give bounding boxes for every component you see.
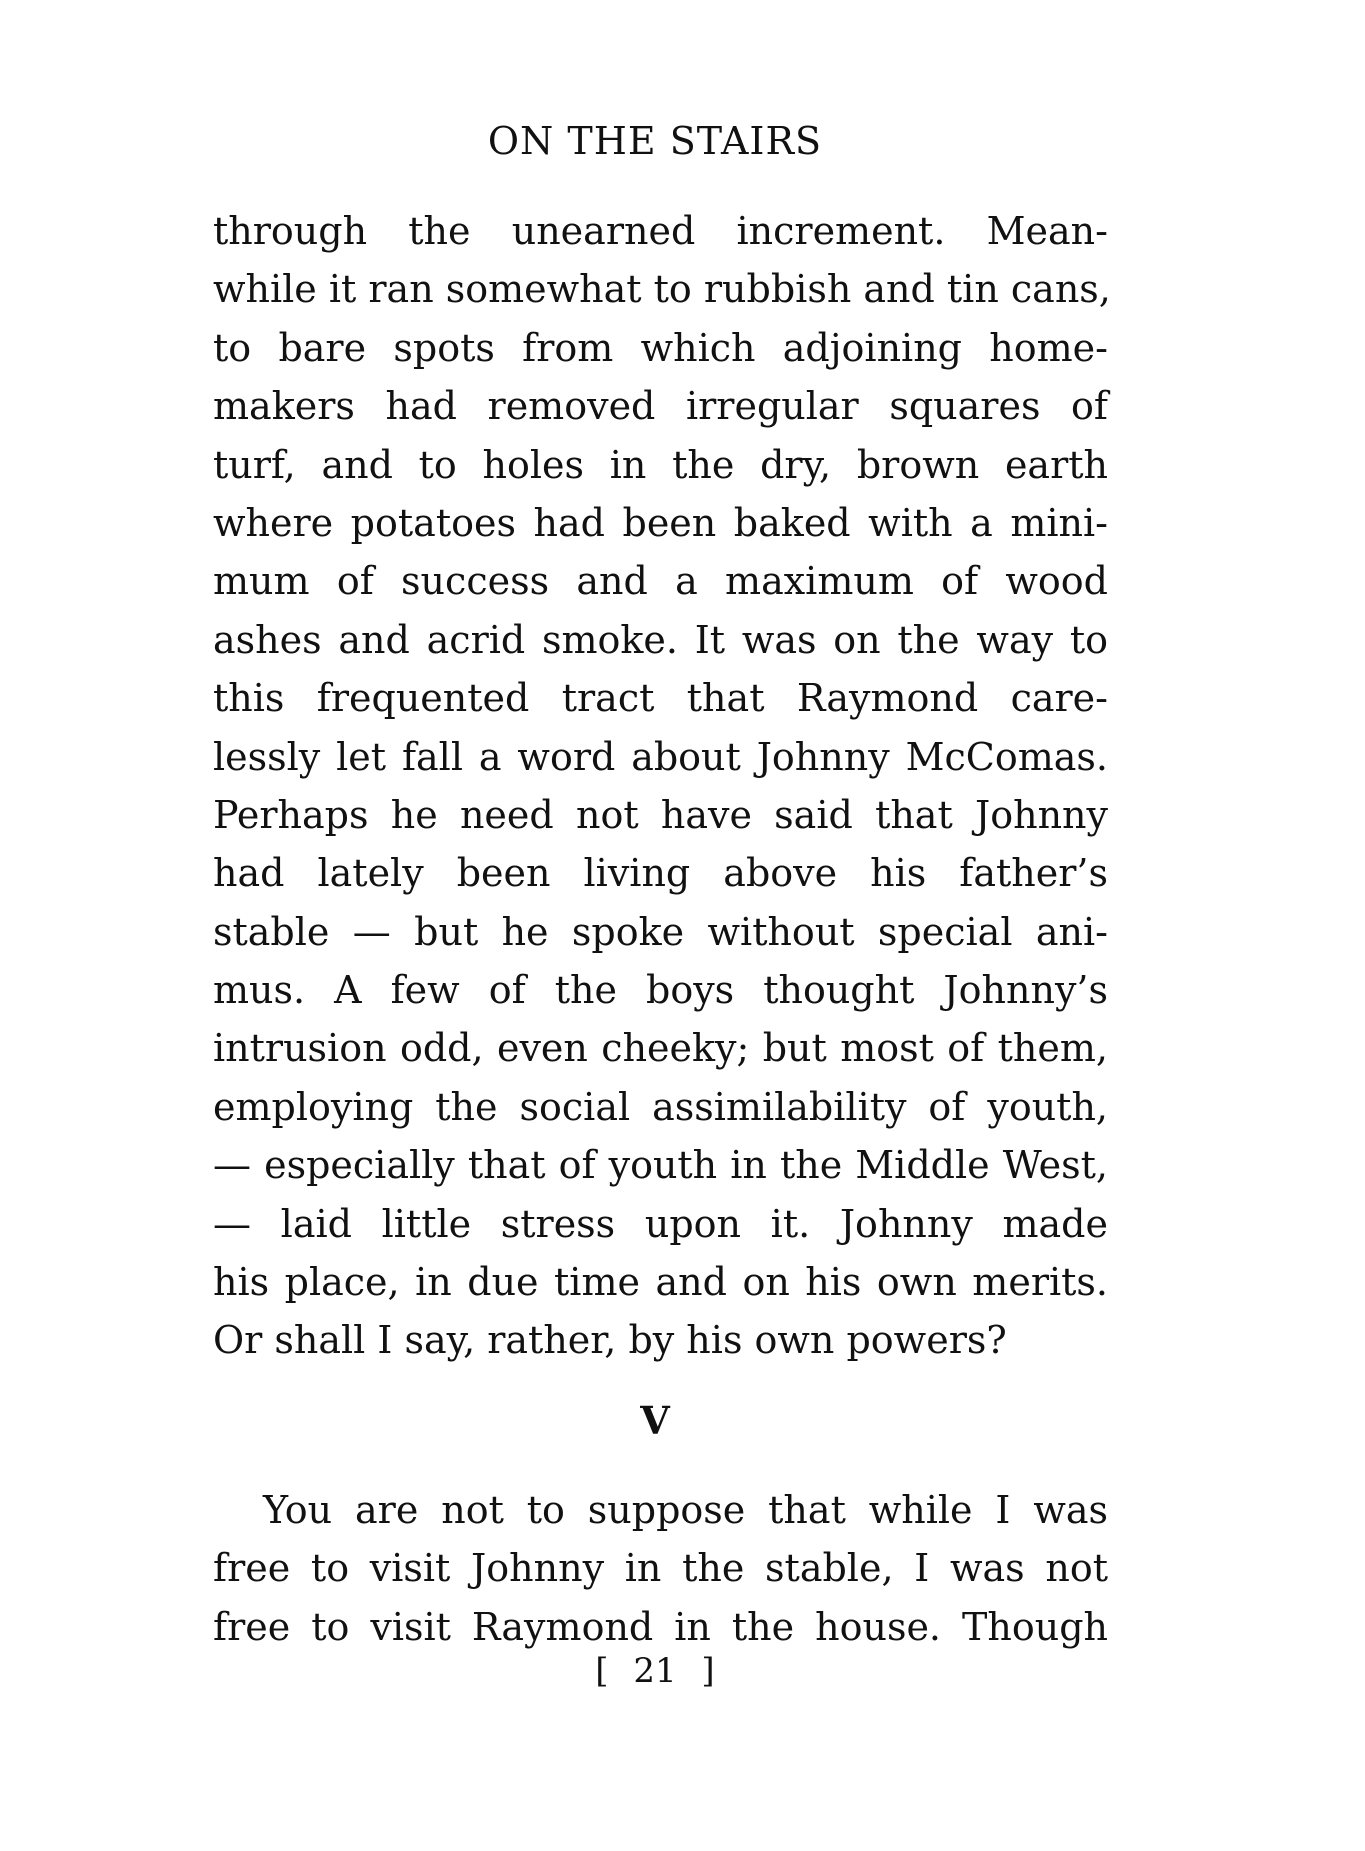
text-line: lessly let fall a word about Johnny McComas. <box>213 734 1108 779</box>
text-line: employing the social assimilability of youth, <box>213 1084 1108 1129</box>
text-line: You are not to suppose that while I was <box>263 1488 1108 1532</box>
text-line: while it ran somewhat to rubbish and tin cans, <box>213 267 1111 312</box>
running-head: ON THE STAIRS <box>487 119 823 163</box>
text-line: ashes and acrid smoke. It was on the way to <box>213 617 1108 662</box>
text-line: — especially that of youth in the Middle West, <box>213 1143 1108 1188</box>
text-line: free to visit Johnny in the stable, I was not <box>213 1546 1108 1591</box>
text-line: his place, in due time and on his own merits. <box>213 1260 1108 1305</box>
text-line: free to visit Raymond in the house. Though <box>213 1604 1108 1649</box>
text-line: this frequented tract that Raymond care- <box>213 676 1108 721</box>
text-line: intrusion odd, even cheeky; but most of them, <box>213 1026 1108 1071</box>
text-line: through the unearned increment. Mean- <box>213 209 1108 253</box>
section-number: V <box>640 1398 670 1443</box>
text-line: Or shall I say, rather, by his own powers? <box>213 1318 1007 1363</box>
text-line: where potatoes had been baked with a mini- <box>213 500 1108 545</box>
text-line: mus. A few of the boys thought Johnny’s <box>213 968 1108 1013</box>
text-line: stable — but he spoke without special ani- <box>213 909 1108 954</box>
page-number: [ 21 ] <box>595 1651 715 1691</box>
text-line: mum of success and a maximum of wood <box>213 559 1108 604</box>
text-line: — laid little stress upon it. Johnny made <box>213 1201 1108 1246</box>
paragraph-1 <box>213 202 1111 1370</box>
text-line: turf, and to holes in the dry, brown earth <box>213 442 1108 487</box>
text-line: makers had removed irregular squares of <box>213 384 1108 429</box>
text-line: had lately been living above his father’s <box>213 851 1108 896</box>
text-line: Perhaps he need not have said that Johnny <box>213 792 1108 837</box>
paragraph-2 <box>213 1481 1108 1656</box>
text-line: to bare spots from which adjoining home- <box>213 325 1108 370</box>
